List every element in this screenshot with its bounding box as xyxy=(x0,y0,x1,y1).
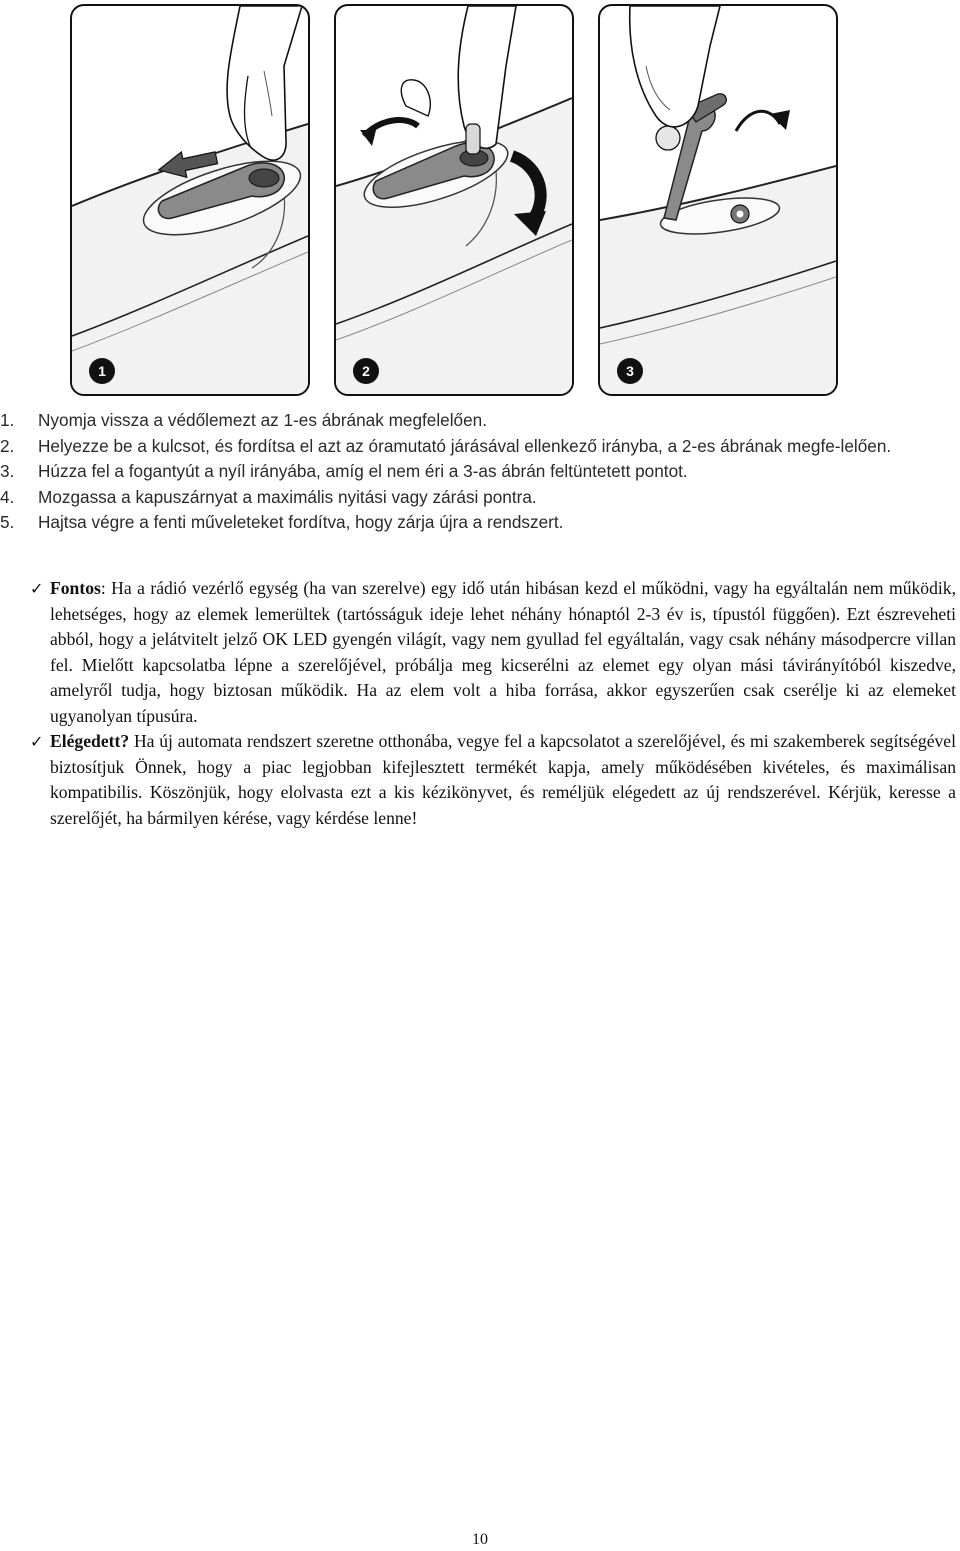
figure-3-drawing xyxy=(600,6,836,394)
note-heading: Elégedett? xyxy=(50,731,130,751)
note-satisfied xyxy=(0,729,960,831)
figure-step-2 xyxy=(334,4,574,396)
step-text: Nyomja vissza a védőlemezt az 1-es ábrának megfelelően. xyxy=(38,410,488,430)
step-number: 1. xyxy=(0,410,15,430)
step-number: 2. xyxy=(0,435,15,456)
release-steps-list xyxy=(0,408,960,536)
step-text: Húzza fel a fogantyút a nyíl irányába, amíg el nem éri a 3-as ábrán feltüntetett pontot. xyxy=(38,461,688,481)
step-item xyxy=(0,510,960,536)
note-heading: Fontos xyxy=(50,578,101,598)
figure-3-badge: 3 xyxy=(626,363,634,379)
step-number: 3. xyxy=(0,461,15,481)
figure-2-badge: 2 xyxy=(362,363,370,379)
step-text: Hajtsa végre a fenti műveleteket fordítva, hogy zárja újra a rendszert. xyxy=(38,512,564,532)
step-item xyxy=(0,459,960,485)
step-item xyxy=(0,408,960,434)
note-text: Ha új automata rendszert szeretne otthonába, vegye fel a kapcsolatot a szerelőjével, és mi szakemberek segítségével biztosítjuk Önnek, hogy a piac legjobban kifejlesztett termékét kapja, amely működésében kivételes, és maximálisan kompatibilis. Köszönjük, hogy elolvasta ezt a kis kézikönyvet, és reméljük elégedett az új rendszerével. Kérjük, keresse a szerelőjét, ha bármilyen kérése, vagy kérdése lenne! xyxy=(50,731,956,828)
step-item xyxy=(0,485,960,511)
notes-section xyxy=(0,576,960,831)
step-number: 4. xyxy=(0,486,15,507)
checkmark-icon: ✓ xyxy=(30,732,44,751)
step-item xyxy=(0,434,960,460)
step-number: 5. xyxy=(0,512,15,532)
step-text: Helyezze be a kulcsot, és fordítsa el azt az óramutató járásával ellenkező irányba, a 2-es ábrának megfe-lelően. xyxy=(38,435,892,456)
note-important xyxy=(0,576,960,729)
release-illustrations xyxy=(70,4,838,396)
figure-1-badge: 1 xyxy=(98,363,106,379)
figure-2-drawing xyxy=(336,6,572,394)
figure-1-drawing xyxy=(72,6,308,394)
figure-step-1 xyxy=(70,4,310,396)
checkmark-icon: ✓ xyxy=(30,579,44,598)
note-text: Ha a rádió vezérlő egység (ha van szerelve) egy idő után hibásan kezd el működni, vagy ha egyáltalán nem működik, lehetséges, hogy az elemek lemerültek (tartósságuk ideje lehet néhány hónaptól 2-3 év is, típustól függően). Ezt észreveheti abból, hogy a jelátvitelt jelző OK LED gyengén világít, vagy nem gyullad fel egyáltalán, vagy csak néhány másodpercre villan fel. Mielőtt kapcsolatba lépne a szerelőjével, próbálja meg kicserélni az elemet egy olyan mási távirányítóból kiszedve, amelyről tudja, hogy biztosan működik. Ha az elem volt a hiba forrása, akkor egyszerűen csak cserélje ki az elemeket ugyanolyan típusúra. xyxy=(50,578,956,726)
figure-step-3 xyxy=(598,4,838,396)
step-text: Mozgassa a kapuszárnyat a maximális nyitási vagy zárási pontra. xyxy=(38,486,537,507)
note-separator: : xyxy=(100,578,112,598)
page-number: 10 xyxy=(472,1531,488,1548)
